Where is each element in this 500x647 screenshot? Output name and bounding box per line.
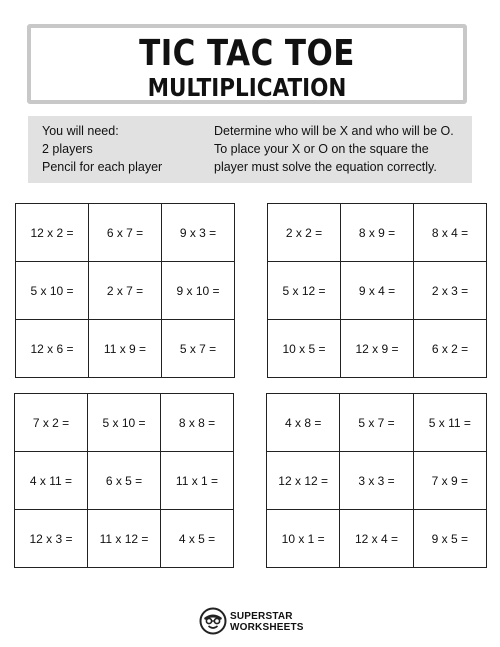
board-cell[interactable]: 12 x 2 = xyxy=(16,204,89,262)
board-cell[interactable]: 8 x 4 = xyxy=(414,204,487,262)
board-cell[interactable]: 2 x 2 = xyxy=(268,204,341,262)
game-board-3 xyxy=(14,393,234,568)
board-cell[interactable]: 4 x 11 = xyxy=(15,452,88,510)
game-board-4 xyxy=(266,393,487,568)
board-cell[interactable]: 12 x 4 = xyxy=(340,510,413,568)
rules-text xyxy=(214,122,454,176)
board-cell[interactable]: 11 x 1 = xyxy=(161,452,234,510)
board-cell[interactable]: 10 x 5 = xyxy=(268,320,341,378)
board-cell[interactable]: 12 x 12 = xyxy=(267,452,340,510)
title-box xyxy=(27,24,467,104)
board-cell[interactable]: 6 x 2 = xyxy=(414,320,487,378)
game-board-2 xyxy=(267,203,487,378)
game-board-1 xyxy=(15,203,235,378)
board-cell[interactable]: 5 x 7 = xyxy=(162,320,235,378)
instructions-box xyxy=(28,116,472,183)
rules-line: Determine who will be X and who will be O. xyxy=(214,124,454,138)
rules-line: player must solve the equation correctly. xyxy=(214,160,437,174)
board-cell[interactable]: 5 x 10 = xyxy=(88,394,161,452)
brand-name xyxy=(230,611,304,633)
board-cell[interactable]: 5 x 12 = xyxy=(268,262,341,320)
board-cell[interactable]: 12 x 3 = xyxy=(15,510,88,568)
board-cell[interactable]: 4 x 5 = xyxy=(161,510,234,568)
board-cell[interactable]: 6 x 5 = xyxy=(88,452,161,510)
page-title: TIC TAC TOE xyxy=(139,33,355,74)
page-subtitle: MULTIPLICATION xyxy=(147,73,347,102)
board-cell[interactable]: 9 x 3 = xyxy=(162,204,235,262)
rules-line: To place your X or O on the square the xyxy=(214,142,429,156)
board-cell[interactable]: 11 x 9 = xyxy=(89,320,162,378)
board-cell[interactable]: 9 x 10 = xyxy=(162,262,235,320)
board-cell[interactable]: 2 x 3 = xyxy=(414,262,487,320)
board-cell[interactable]: 12 x 6 = xyxy=(16,320,89,378)
board-cell[interactable]: 4 x 8 = xyxy=(267,394,340,452)
board-cell[interactable]: 10 x 1 = xyxy=(267,510,340,568)
requirement-item: Pencil for each player xyxy=(42,160,163,174)
board-cell[interactable]: 7 x 9 = xyxy=(413,452,486,510)
requirement-item: 2 players xyxy=(42,142,93,156)
board-cell[interactable]: 12 x 9 = xyxy=(341,320,414,378)
superstar-logo-icon xyxy=(199,607,227,635)
board-cell[interactable]: 7 x 2 = xyxy=(15,394,88,452)
board-cell[interactable]: 6 x 7 = xyxy=(89,204,162,262)
board-cell[interactable]: 5 x 7 = xyxy=(340,394,413,452)
board-cell[interactable]: 8 x 9 = xyxy=(341,204,414,262)
board-cell[interactable]: 11 x 12 = xyxy=(88,510,161,568)
board-cell[interactable]: 3 x 3 = xyxy=(340,452,413,510)
board-cell[interactable]: 2 x 7 = xyxy=(89,262,162,320)
board-cell[interactable]: 9 x 5 = xyxy=(413,510,486,568)
brand-line-2: WORKSHEETS xyxy=(230,622,304,633)
requirements-list xyxy=(42,122,162,176)
board-cell[interactable]: 8 x 8 = xyxy=(161,394,234,452)
requirements-heading: You will need: xyxy=(42,124,119,138)
brand-line-1: SUPERSTAR xyxy=(230,611,293,622)
board-cell[interactable]: 5 x 10 = xyxy=(16,262,89,320)
board-cell[interactable]: 5 x 11 = xyxy=(413,394,486,452)
board-cell[interactable]: 9 x 4 = xyxy=(341,262,414,320)
